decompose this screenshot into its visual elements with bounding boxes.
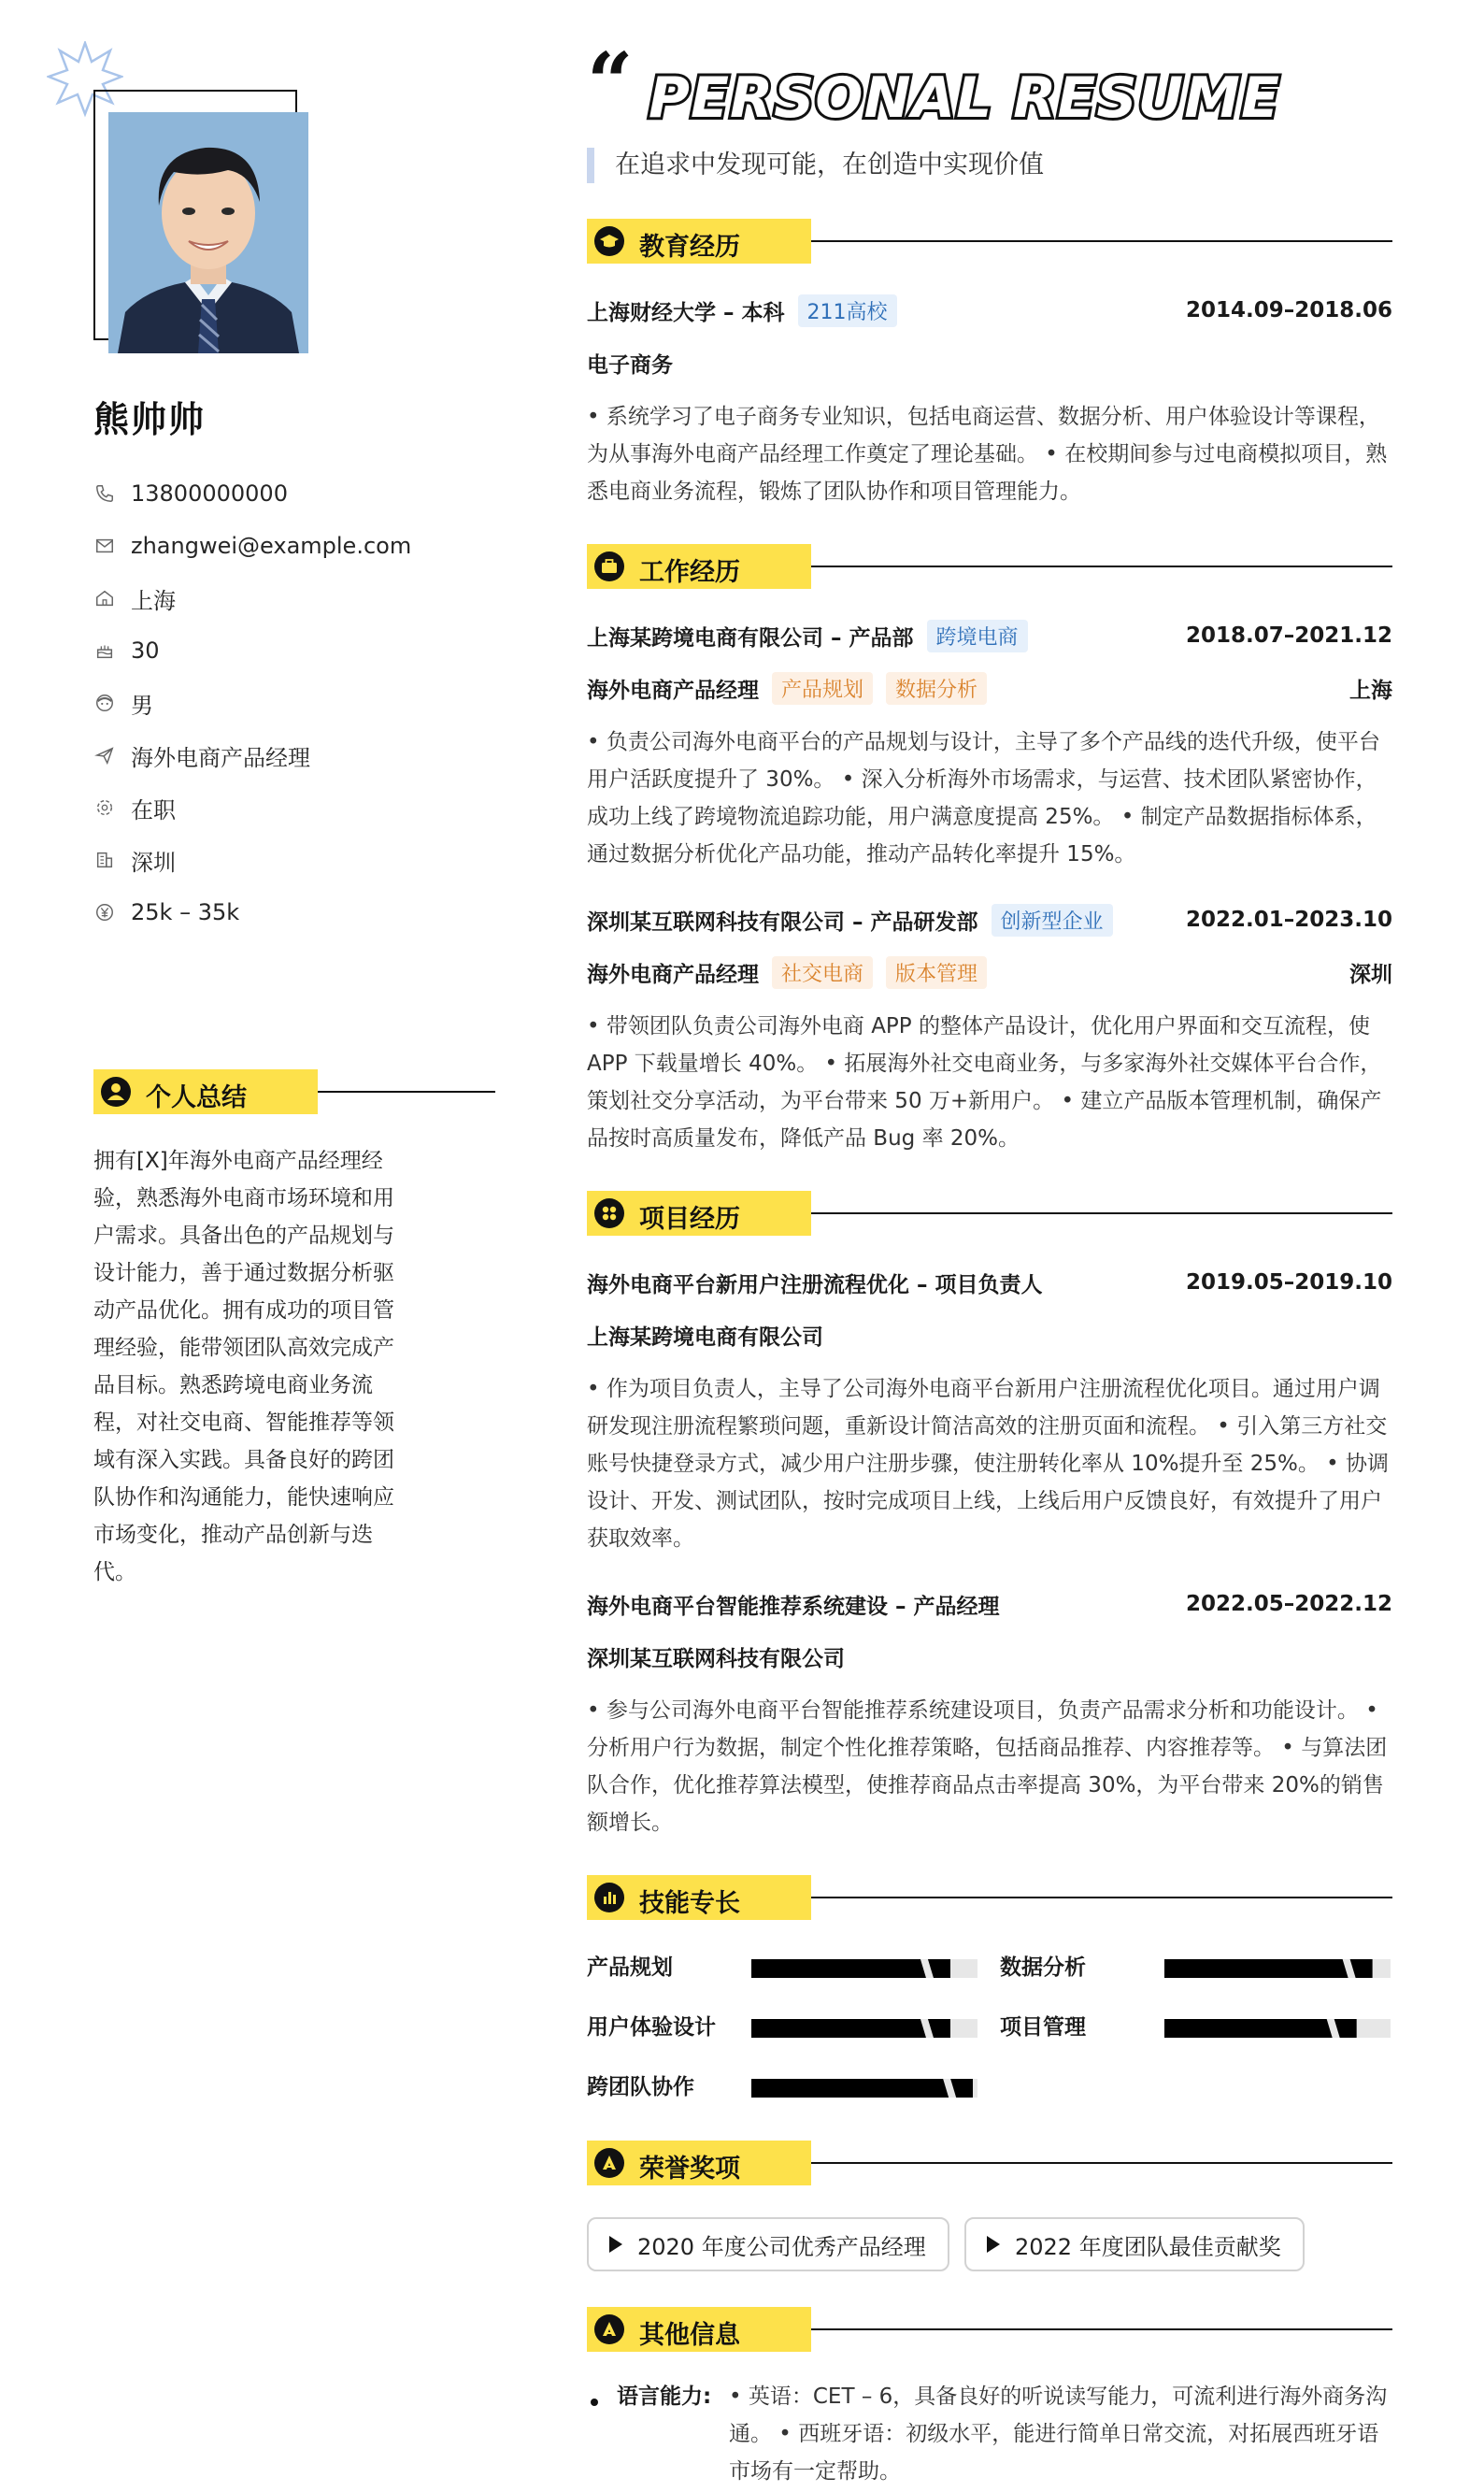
section-title: 其他信息 — [639, 2321, 740, 2350]
info-text: 上海 — [131, 587, 176, 614]
skill-bar-track — [751, 2079, 977, 2098]
job-role: 海外电商产品经理 — [587, 678, 759, 703]
send-icon — [93, 744, 116, 766]
project-org: 上海某跨境电商有限公司 — [587, 1325, 823, 1350]
school-name: 上海财经大学 – 本科 — [587, 300, 785, 325]
section-title: 个人总结 — [146, 1083, 247, 1112]
section-title: 项目经历 — [639, 1205, 740, 1234]
project-date: 2019.05–2019.10 — [1185, 1270, 1392, 1295]
award-text: 2022 年度团队最佳贡献奖 — [1015, 2233, 1281, 2260]
education-row — [587, 294, 1392, 327]
skill-bar-track — [1164, 2019, 1391, 2038]
info-status — [93, 781, 505, 834]
graduation-cap-icon — [594, 226, 624, 256]
summary-text: 拥有[X]年海外电商产品经理经验，熟悉海外电商市场环境和用户需求。具备出色的产品规划与设计能力，善于通过数据分析驱动产品优化。拥有成功的项目管理经验，能带领团队高效完成产品目标。熟悉跨境电商业务流程，对社交电商、智能推荐等领域有深入实践。具备良好的跨团队协作和沟通能力，能快速响应市场变化，推动产品创新与迭代。 — [93, 1149, 394, 1584]
play-icon — [609, 2236, 622, 2253]
sidebar — [0, 0, 523, 2492]
projects-header — [587, 1191, 1392, 1236]
skill-bar-fill — [1164, 1959, 1373, 1978]
header-rule — [811, 1897, 1392, 1898]
project-row — [587, 1266, 1392, 1299]
skill-tag: 数据分析 — [886, 672, 987, 705]
awards-header — [587, 2141, 1392, 2185]
header-rule — [318, 1091, 495, 1093]
info-phone — [93, 467, 505, 520]
major-row — [587, 346, 1392, 380]
award-icon — [594, 2314, 624, 2344]
skill-name: 项目管理 — [1000, 2015, 1086, 2040]
skill-bar-fill — [751, 2079, 973, 2098]
section-title: 荣誉奖项 — [639, 2155, 740, 2184]
resume-title-block — [587, 36, 1392, 133]
quote-mark-icon: “ — [587, 36, 634, 130]
education-date: 2014.09–2018.06 — [1185, 298, 1392, 322]
header-rule — [811, 2328, 1392, 2330]
skill-item — [587, 1950, 979, 1984]
info-email — [93, 520, 505, 572]
job-description: • 带领团队负责公司海外电商 APP 的整体产品设计，优化用户界面和交互流程，使 APP 下载量增长 40%。 • 拓展海外社交电商业务，与多家海外社交媒体平台合作，策划社交分享活动，为平台带来 50 万+新用户。 • 建立产品版本管理机制，确保产品按时高质量发布，降低产品 Bug 率 20%。 — [587, 1014, 1382, 1151]
job-description: • 负责公司海外电商平台的产品规划与设计，主导了多个产品线的迭代升级，使平台用户活跃度提升了 30%。 • 深入分析海外市场需求，与运营、技术团队紧密协作，成功上线了跨境物流追踪功能，用户满意度提高 25%。 • 制定产品数据指标体系，通过数据分析优化产品功能，推动产品转化率提升 15%。 — [587, 730, 1380, 866]
project-date: 2022.05–2022.12 — [1185, 1592, 1392, 1616]
project-org-row — [587, 1640, 1392, 1673]
job-role-row — [587, 955, 1392, 989]
award-text: 2020 年度公司优秀产品经理 — [637, 2233, 926, 2260]
job-role: 海外电商产品经理 — [587, 962, 759, 987]
company-tag: 创新型企业 — [992, 904, 1113, 937]
header-rule — [811, 240, 1392, 242]
info-gender — [93, 677, 505, 729]
project-name: 海外电商平台新用户注册流程优化 – 项目负责人 — [587, 1272, 1043, 1297]
skill-bar-fill — [1164, 2019, 1357, 2038]
info-text: 海外电商产品经理 — [131, 744, 310, 771]
project-org-row — [587, 1318, 1392, 1352]
skill-name: 跨团队协作 — [587, 2075, 694, 2099]
phone-icon — [93, 482, 116, 505]
award-chip — [587, 2217, 949, 2271]
skill-item — [1000, 1950, 1392, 1984]
job-company-row — [587, 619, 1392, 652]
job-company-row — [587, 903, 1392, 937]
salary-icon — [93, 901, 116, 924]
info-text: 在职 — [131, 796, 176, 824]
grid-icon — [594, 1198, 624, 1228]
status-icon — [93, 796, 116, 819]
info-text: zhangwei@example.com — [131, 533, 412, 559]
chart-icon — [594, 1883, 624, 1912]
project-org: 深圳某互联网科技有限公司 — [587, 1646, 845, 1671]
skill-name: 用户体验设计 — [587, 2015, 716, 2040]
info-text: 深圳 — [131, 849, 176, 876]
skill-bar-track — [751, 2019, 977, 2038]
building-icon — [93, 849, 116, 871]
skill-bar-track — [1164, 1959, 1391, 1978]
avatar — [108, 112, 308, 353]
project-name: 海外电商平台智能推荐系统建设 – 产品经理 — [587, 1594, 1000, 1619]
skill-item — [587, 2010, 979, 2043]
section-title: 技能专长 — [639, 1889, 740, 1918]
skill-bar-fill — [751, 1959, 950, 1978]
other-header — [587, 2307, 1392, 2352]
skill-tag: 产品规划 — [772, 672, 873, 705]
info-text: 30 — [131, 637, 160, 664]
skill-name: 产品规划 — [587, 1955, 673, 1980]
job-date: 2018.07–2021.12 — [1185, 623, 1392, 648]
work-header — [587, 544, 1392, 589]
summary-header — [93, 1069, 404, 1114]
candidate-name: 熊帅帅 — [93, 399, 207, 440]
skill-tag: 社交电商 — [772, 956, 873, 989]
briefcase-icon — [594, 551, 624, 581]
bullet-icon — [591, 2399, 598, 2406]
home-icon — [93, 587, 116, 609]
job-city: 上海 — [1349, 678, 1392, 703]
info-text: 25k – 35k — [131, 899, 240, 925]
info-text: 男 — [131, 692, 153, 719]
company-tag: 跨境电商 — [927, 620, 1028, 652]
cake-icon — [93, 639, 116, 662]
section-title: 教育经历 — [639, 233, 740, 262]
major: 电子商务 — [587, 352, 673, 378]
skill-bar-fill — [751, 2019, 950, 2038]
header-rule — [811, 1212, 1392, 1214]
info-location — [93, 572, 505, 624]
skill-name: 数据分析 — [1000, 1955, 1086, 1980]
other-text: • 英语：CET – 6，具备良好的听说读写能力，可流利进行海外商务沟通。 • 西班牙语：初级水平，能进行简单日常交流，对拓展西班牙语市场有一定帮助。 — [729, 2385, 1388, 2484]
project-row — [587, 1587, 1392, 1621]
skill-tag: 版本管理 — [886, 956, 987, 989]
education-header — [587, 219, 1392, 264]
skill-bar-track — [751, 1959, 977, 1978]
skill-item — [1000, 2010, 1392, 2043]
mail-icon — [93, 535, 116, 557]
header-rule — [811, 2162, 1392, 2164]
skill-item — [587, 2070, 979, 2103]
person-icon — [101, 1077, 131, 1107]
job-role-row — [587, 671, 1392, 705]
company-name: 上海某跨境电商有限公司 – 产品部 — [587, 625, 914, 651]
project-description: • 作为项目负责人，主导了公司海外电商平台新用户注册流程优化项目。通过用户调研发现注册流程繁琐问题，重新设计简洁高效的注册页面和流程。 • 引入第三方社交账号快捷登录方式，减少用户注册步骤，使注册转化率从 10%提升至 25%。 • 协调设计、开发、测试团队，按时完成项目上线，上线后用户反馈良好，有效提升了用户获取效率。 — [587, 1377, 1390, 1551]
info-text: 13800000000 — [131, 480, 288, 507]
face-icon — [93, 692, 116, 714]
skills-header — [587, 1875, 1392, 1920]
award-icon — [594, 2148, 624, 2178]
play-icon — [987, 2236, 1000, 2253]
school-tag: 211高校 — [798, 294, 897, 327]
section-title: 工作经历 — [639, 558, 740, 587]
info-age — [93, 624, 505, 677]
contact-info-list — [93, 467, 505, 938]
project-description: • 参与公司海外电商平台智能推荐系统建设项目，负责产品需求分析和功能设计。 • 分析用户行为数据，制定个性化推荐策略，包括商品推荐、内容推荐等。 • 与算法团队合作，优化推荐算法模型，使推荐商品点击率提高 30%，为平台带来 20%的销售额增长。 — [587, 1698, 1388, 1835]
main-content — [587, 0, 1392, 2492]
info-target-city — [93, 834, 505, 886]
education-description: • 系统学习了电子商务专业知识，包括电商运营、数据分析、用户体验设计等课程，为从事海外电商产品经理工作奠定了理论基础。 • 在校期间参与过电商模拟项目，熟悉电商业务流程，锻炼了团队协作和项目管理能力。 — [587, 405, 1388, 504]
info-salary — [93, 886, 505, 938]
info-target-role — [93, 729, 505, 781]
other-label: 语言能力: — [617, 2385, 712, 2409]
award-chip — [964, 2217, 1305, 2271]
company-name: 深圳某互联网科技有限公司 – 产品研发部 — [587, 909, 978, 935]
job-city: 深圳 — [1349, 962, 1392, 987]
resume-title: PERSONAL RESUME — [649, 65, 1280, 131]
slogan: 在追求中发现可能，在创造中实现价值 — [587, 148, 1044, 183]
header-rule — [811, 566, 1392, 567]
job-date: 2022.01–2023.10 — [1185, 908, 1392, 932]
